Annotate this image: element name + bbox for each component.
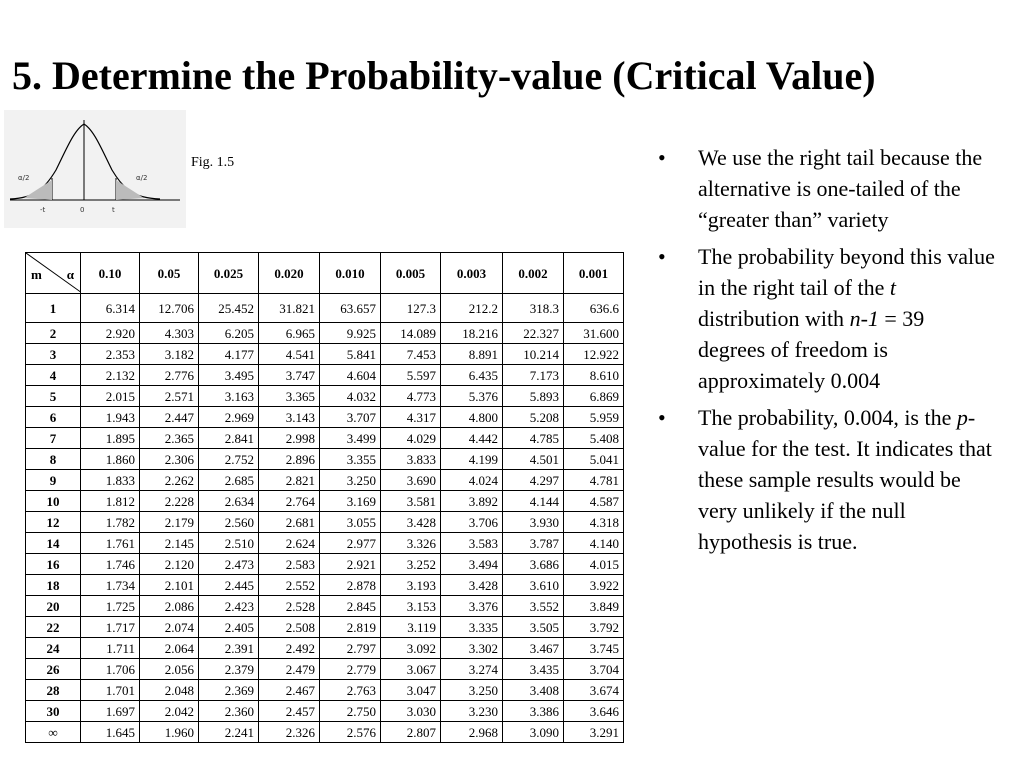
critical-value-cell: 9.925 [320,323,381,344]
critical-value-cell: 12.922 [564,344,624,365]
critical-value-cell: 1.761 [81,533,140,554]
bullet-list [650,142,995,563]
critical-value-cell: 3.435 [503,659,564,680]
critical-value-cell: 18.216 [441,323,503,344]
critical-value-cell: 3.291 [564,722,624,743]
bullet-item [650,142,995,235]
critical-value-cell: 4.785 [503,428,564,449]
critical-value-cell: 2.228 [140,491,199,512]
critical-value-cell: 1.725 [81,596,140,617]
critical-value-cell: 2.571 [140,386,199,407]
table-row [26,428,624,449]
critical-value-cell: 4.800 [441,407,503,428]
critical-value-cell: 3.365 [259,386,320,407]
critical-value-cell: 3.787 [503,533,564,554]
critical-value-cell: 3.495 [199,365,259,386]
table-row [26,407,624,428]
critical-value-cell: 2.750 [320,701,381,722]
critical-value-cell: 3.274 [441,659,503,680]
critical-value-cell: 4.781 [564,470,624,491]
critical-value-cell: 3.386 [503,701,564,722]
critical-value-cell: 3.930 [503,512,564,533]
svg-text:α/2: α/2 [18,174,30,182]
critical-value-cell: 1.960 [140,722,199,743]
critical-value-cell: 5.841 [320,344,381,365]
df-cell: 4 [26,365,81,386]
df-cell: 1 [26,294,81,323]
critical-value-cell: 2.064 [140,638,199,659]
bullet-text: We use the right tail because the alternative is one-tailed of the “greater than” variety [698,145,983,232]
df-cell: 20 [26,596,81,617]
t-distribution-figure [4,110,186,228]
critical-value-cell: 2.241 [199,722,259,743]
critical-value-cell: 2.353 [81,344,140,365]
table-row [26,596,624,617]
critical-value-cell: 2.624 [259,533,320,554]
critical-value-cell: 3.376 [441,596,503,617]
table-corner-cell [26,253,81,294]
alpha-header: 0.005 [381,253,441,294]
critical-value-cell: 4.015 [564,554,624,575]
critical-value-cell: 2.306 [140,449,199,470]
critical-value-cell: 2.921 [320,554,381,575]
bullet-text: The probability beyond this value in the right tail of the [698,244,995,300]
critical-value-cell: 4.587 [564,491,624,512]
critical-value-cell: 1.734 [81,575,140,596]
critical-value-cell: 2.821 [259,470,320,491]
critical-value-cell: 4.177 [199,344,259,365]
df-cell: 26 [26,659,81,680]
critical-value-cell: 4.773 [381,386,441,407]
bullet-dot-icon: • [658,145,666,170]
critical-value-cell: 3.499 [320,428,381,449]
critical-value-cell: 5.959 [564,407,624,428]
critical-value-cell: 2.528 [259,596,320,617]
table-row [26,470,624,491]
critical-value-cell: 31.821 [259,294,320,323]
critical-value-cell: 3.153 [381,596,441,617]
critical-value-cell: 3.552 [503,596,564,617]
critical-value-cell: 3.119 [381,617,441,638]
critical-value-cell: 3.467 [503,638,564,659]
table-body [26,294,624,743]
critical-value-cell: 6.435 [441,365,503,386]
critical-value-cell: 6.965 [259,323,320,344]
df-cell: 6 [26,407,81,428]
critical-value-cell: 2.015 [81,386,140,407]
critical-value-cell: 3.193 [381,575,441,596]
critical-value-cell: 2.977 [320,533,381,554]
critical-value-cell: 3.230 [441,701,503,722]
critical-value-cell: 2.634 [199,491,259,512]
critical-value-cell: 3.067 [381,659,441,680]
corner-alpha-label: α [66,267,74,282]
alpha-header: 0.020 [259,253,320,294]
slide-title: 5. Determine the Probability-value (Critical Value) [12,53,876,98]
critical-value-cell: 2.681 [259,512,320,533]
critical-value-cell: 4.144 [503,491,564,512]
critical-value-cell: 4.032 [320,386,381,407]
critical-value-cell: 3.583 [441,533,503,554]
critical-value-cell: 3.252 [381,554,441,575]
df-cell: 3 [26,344,81,365]
table-row [26,294,624,323]
table-row [26,344,624,365]
critical-value-cell: 3.707 [320,407,381,428]
critical-value-cell: 3.833 [381,449,441,470]
critical-value-cell: 4.140 [564,533,624,554]
critical-value-cell: 31.600 [564,323,624,344]
critical-value-cell: 1.697 [81,701,140,722]
table-row [26,680,624,701]
critical-value-cell: 1.782 [81,512,140,533]
alpha-header: 0.025 [199,253,259,294]
critical-value-cell: 2.508 [259,617,320,638]
critical-value-cell: 2.763 [320,680,381,701]
critical-value-cell: 3.581 [381,491,441,512]
critical-value-cell: 2.365 [140,428,199,449]
critical-value-cell: 4.604 [320,365,381,386]
df-cell: 30 [26,701,81,722]
df-cell: 7 [26,428,81,449]
critical-value-cell: 14.089 [381,323,441,344]
bullet-text: The probability, 0.004, is the [698,405,957,430]
critical-value-cell: 3.250 [441,680,503,701]
critical-value-cell: 4.029 [381,428,441,449]
critical-value-cell: 7.173 [503,365,564,386]
critical-value-cell: 2.467 [259,680,320,701]
critical-value-cell: 1.645 [81,722,140,743]
critical-value-cell: 3.686 [503,554,564,575]
critical-value-cell: 3.163 [199,386,259,407]
svg-text:t: t [112,206,115,214]
df-cell: 22 [26,617,81,638]
critical-value-cell: 5.041 [564,449,624,470]
table-header-row [26,253,624,294]
critical-value-cell: 2.819 [320,617,381,638]
df-cell: ∞ [26,722,81,743]
critical-value-cell: 3.169 [320,491,381,512]
alpha-header: 0.10 [81,253,140,294]
critical-value-cell: 3.250 [320,470,381,491]
bullet-dot-icon: • [658,405,666,430]
critical-value-cell: 6.314 [81,294,140,323]
alpha-header: 0.010 [320,253,381,294]
critical-value-cell: 2.056 [140,659,199,680]
table-row [26,449,624,470]
table-row [26,659,624,680]
critical-value-cell: 3.182 [140,344,199,365]
df-cell: 2 [26,323,81,344]
critical-value-cell: 12.706 [140,294,199,323]
critical-value-cell: 1.860 [81,449,140,470]
critical-value-cell: 3.892 [441,491,503,512]
table-row [26,722,624,743]
critical-value-cell: 4.024 [441,470,503,491]
df-cell: 9 [26,470,81,491]
df-cell: 14 [26,533,81,554]
critical-value-cell: 3.335 [441,617,503,638]
critical-value-cell: 4.541 [259,344,320,365]
critical-value-cell: 5.893 [503,386,564,407]
critical-value-cell: 2.132 [81,365,140,386]
critical-value-cell: 2.969 [199,407,259,428]
critical-value-cell: 2.042 [140,701,199,722]
critical-value-cell: 2.752 [199,449,259,470]
df-cell: 24 [26,638,81,659]
critical-value-cell: 3.747 [259,365,320,386]
critical-value-cell: 3.090 [503,722,564,743]
critical-value-cell: 2.479 [259,659,320,680]
svg-text:α/2: α/2 [136,174,148,182]
critical-value-cell: 8.891 [441,344,503,365]
df-cell: 12 [26,512,81,533]
critical-value-cell: 7.453 [381,344,441,365]
critical-value-cell: 2.145 [140,533,199,554]
critical-value-cell: 2.776 [140,365,199,386]
critical-value-cell: 25.452 [199,294,259,323]
critical-value-cell: 3.922 [564,575,624,596]
critical-value-cell: 2.968 [441,722,503,743]
critical-value-cell: 3.055 [320,512,381,533]
critical-value-cell: 2.120 [140,554,199,575]
critical-value-cell: 3.092 [381,638,441,659]
critical-value-cell: 5.408 [564,428,624,449]
critical-value-cell: 1.895 [81,428,140,449]
critical-value-cell: 2.552 [259,575,320,596]
critical-value-cell: 3.326 [381,533,441,554]
critical-value-cell: 2.457 [259,701,320,722]
critical-value-cell: 212.2 [441,294,503,323]
critical-value-cell: 2.896 [259,449,320,470]
alpha-header: 0.002 [503,253,564,294]
svg-text:-t: -t [40,206,46,214]
critical-value-cell: 22.327 [503,323,564,344]
critical-value-cell: 3.792 [564,617,624,638]
critical-value-cell: 2.764 [259,491,320,512]
critical-value-cell: 4.442 [441,428,503,449]
bullet-text: -value for the test. It indicates that these sample results would be very unlikely if the null hypothesis is true. [698,405,992,554]
critical-value-cell: 63.657 [320,294,381,323]
critical-value-cell: 2.797 [320,638,381,659]
critical-value-cell: 2.101 [140,575,199,596]
critical-value-cell: 2.391 [199,638,259,659]
critical-value-cell: 3.690 [381,470,441,491]
critical-value-cell: 1.717 [81,617,140,638]
table-row [26,491,624,512]
bullet-text: = 39 degrees of freedom is approximately 0.004 [698,306,925,393]
critical-value-cell: 2.423 [199,596,259,617]
critical-value-cell: 127.3 [381,294,441,323]
critical-value-cell: 2.326 [259,722,320,743]
corner-df-label: m [31,267,42,282]
table-row [26,554,624,575]
critical-value-cell: 3.646 [564,701,624,722]
critical-value-cell: 4.199 [441,449,503,470]
critical-value-cell: 4.317 [381,407,441,428]
critical-value-cell: 3.302 [441,638,503,659]
critical-value-cell: 3.745 [564,638,624,659]
critical-value-cell: 3.706 [441,512,503,533]
critical-value-cell: 2.779 [320,659,381,680]
alpha-header: 0.001 [564,253,624,294]
italic-term: n-1 [849,306,879,331]
bullet-dot-icon: • [658,244,666,269]
critical-value-cell: 2.998 [259,428,320,449]
critical-value-cell: 2.583 [259,554,320,575]
critical-value-cell: 3.355 [320,449,381,470]
critical-value-cell: 8.610 [564,365,624,386]
df-cell: 8 [26,449,81,470]
critical-value-cell: 6.205 [199,323,259,344]
table-row [26,575,624,596]
critical-value-cell: 2.878 [320,575,381,596]
alpha-header: 0.05 [140,253,199,294]
critical-value-cell: 3.047 [381,680,441,701]
critical-value-cell: 2.560 [199,512,259,533]
table-row [26,533,624,554]
alpha-header: 0.003 [441,253,503,294]
critical-value-cell: 3.610 [503,575,564,596]
critical-value-cell: 2.048 [140,680,199,701]
critical-value-cell: 5.376 [441,386,503,407]
italic-term: t [889,275,896,300]
critical-value-cell: 2.445 [199,575,259,596]
critical-value-cell: 2.086 [140,596,199,617]
svg-text:0: 0 [80,206,85,214]
critical-value-cell: 5.597 [381,365,441,386]
critical-value-cell: 1.701 [81,680,140,701]
table-row [26,617,624,638]
table-row [26,386,624,407]
critical-value-cell: 2.074 [140,617,199,638]
critical-value-cell: 2.841 [199,428,259,449]
critical-value-cell: 3.408 [503,680,564,701]
critical-value-cell: 2.685 [199,470,259,491]
critical-value-cell: 2.369 [199,680,259,701]
critical-value-cell: 1.943 [81,407,140,428]
critical-value-cell: 1.833 [81,470,140,491]
critical-value-cell: 3.505 [503,617,564,638]
critical-value-cell: 2.405 [199,617,259,638]
critical-value-cell: 2.360 [199,701,259,722]
critical-value-cell: 3.674 [564,680,624,701]
italic-term: p [956,405,968,430]
df-cell: 10 [26,491,81,512]
critical-value-cell: 2.179 [140,512,199,533]
critical-value-cell: 2.807 [381,722,441,743]
df-cell: 28 [26,680,81,701]
critical-value-cell: 5.208 [503,407,564,428]
df-cell: 16 [26,554,81,575]
critical-value-cell: 2.447 [140,407,199,428]
critical-value-cell: 2.262 [140,470,199,491]
critical-value-cell: 1.746 [81,554,140,575]
t-distribution-table [25,252,624,743]
critical-value-cell: 2.379 [199,659,259,680]
critical-value-cell: 2.473 [199,554,259,575]
df-cell: 5 [26,386,81,407]
critical-value-cell: 3.494 [441,554,503,575]
table-row [26,638,624,659]
critical-value-cell: 2.576 [320,722,381,743]
critical-value-cell: 3.143 [259,407,320,428]
critical-value-cell: 3.428 [381,512,441,533]
critical-value-cell: 2.510 [199,533,259,554]
critical-value-cell: 4.318 [564,512,624,533]
table-row [26,512,624,533]
table-row [26,323,624,344]
critical-value-cell: 2.492 [259,638,320,659]
critical-value-cell: 6.869 [564,386,624,407]
table-row [26,701,624,722]
critical-value-cell: 4.297 [503,470,564,491]
figure-label: Fig. 1.5 [191,155,235,170]
bullet-text: distribution with [698,306,850,331]
critical-value-cell: 3.704 [564,659,624,680]
critical-value-cell: 4.501 [503,449,564,470]
df-cell: 18 [26,575,81,596]
critical-value-cell: 636.6 [564,294,624,323]
critical-value-cell: 3.030 [381,701,441,722]
critical-value-cell: 3.428 [441,575,503,596]
critical-value-cell: 1.711 [81,638,140,659]
bullet-item [650,402,995,557]
bullet-item [650,241,995,396]
critical-value-cell: 2.920 [81,323,140,344]
critical-value-cell: 4.303 [140,323,199,344]
critical-value-cell: 1.812 [81,491,140,512]
critical-value-cell: 3.849 [564,596,624,617]
bell-curve-icon [4,110,186,228]
critical-value-cell: 2.845 [320,596,381,617]
table-row [26,365,624,386]
critical-value-cell: 318.3 [503,294,564,323]
critical-value-cell: 10.214 [503,344,564,365]
critical-value-cell: 1.706 [81,659,140,680]
